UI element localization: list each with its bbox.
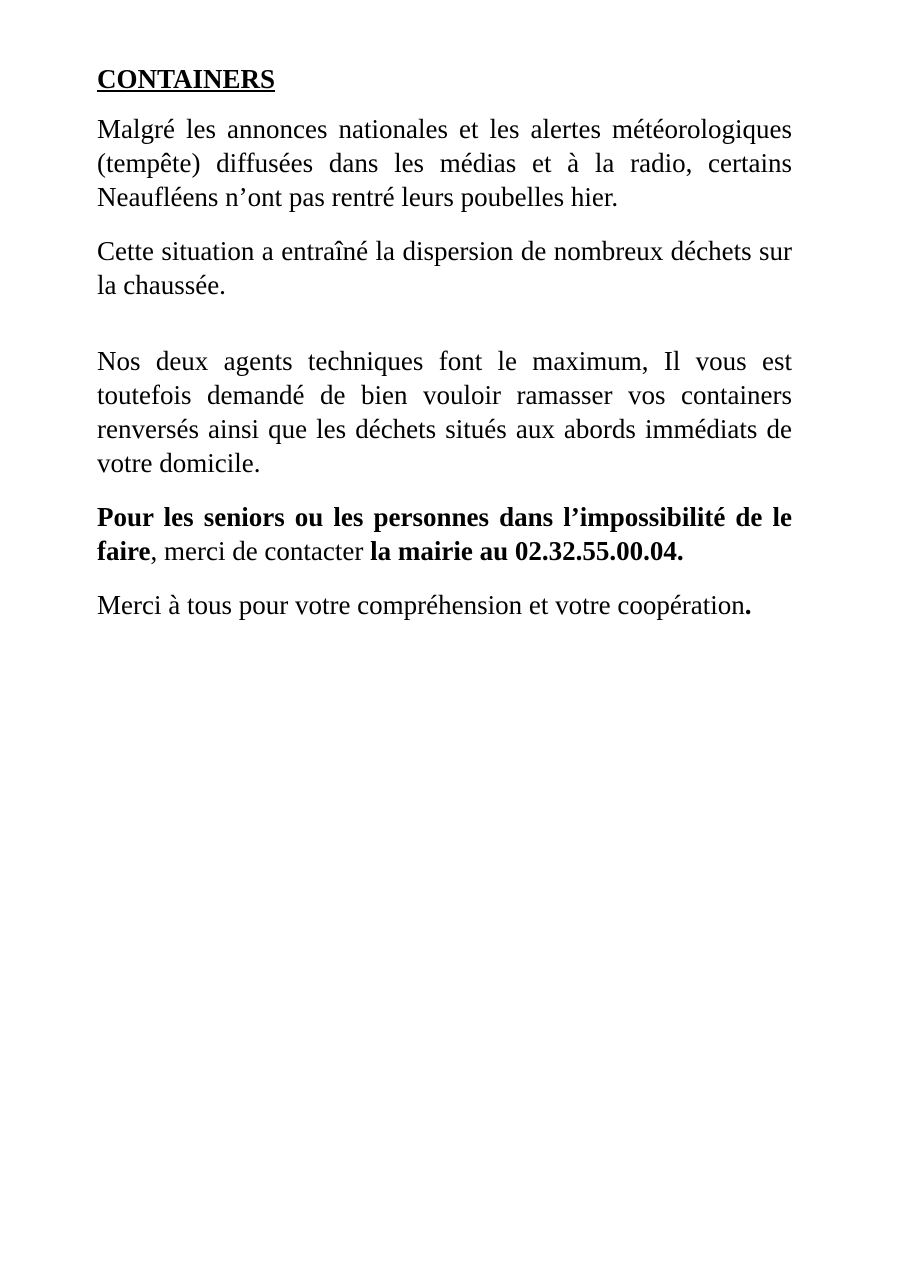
mairie-phone-text: la mairie au 02.32.55.00.04.: [370, 536, 684, 566]
thanks-period: .: [744, 590, 752, 620]
thanks-text: Merci à tous pour votre compréhension et votre coopération: [97, 590, 745, 620]
document-title: CONTAINERS: [97, 64, 276, 94]
paragraph-weather-alert: Malgré les annonces nationales et les alertes météorologiques (tempête) diffusées dans les médias et à la radio, certains Neaufléens n’ont pas rentré leurs poubelles hier.: [97, 114, 792, 212]
paragraph-thanks: [97, 588, 792, 622]
contact-middle-text: , merci de contacter: [150, 536, 371, 566]
paragraph-collection-request: Nos deux agents techniques font le maximum, Il vous est toutefois demandé de bien vouloir ramasser vos containers renversés ainsi que les déchets situés aux abords immédiats de votre domicile.: [97, 346, 792, 478]
seniors-bold-text: Pour les seniors ou les personnes dans l’impossibilité de le faire: [97, 502, 792, 566]
paragraph-seniors-contact: [97, 500, 792, 568]
document-page: [97, 62, 792, 622]
paragraph-waste-dispersion: Cette situation a entraîné la dispersion de nombreux déchets sur la chaussée.: [97, 236, 792, 300]
